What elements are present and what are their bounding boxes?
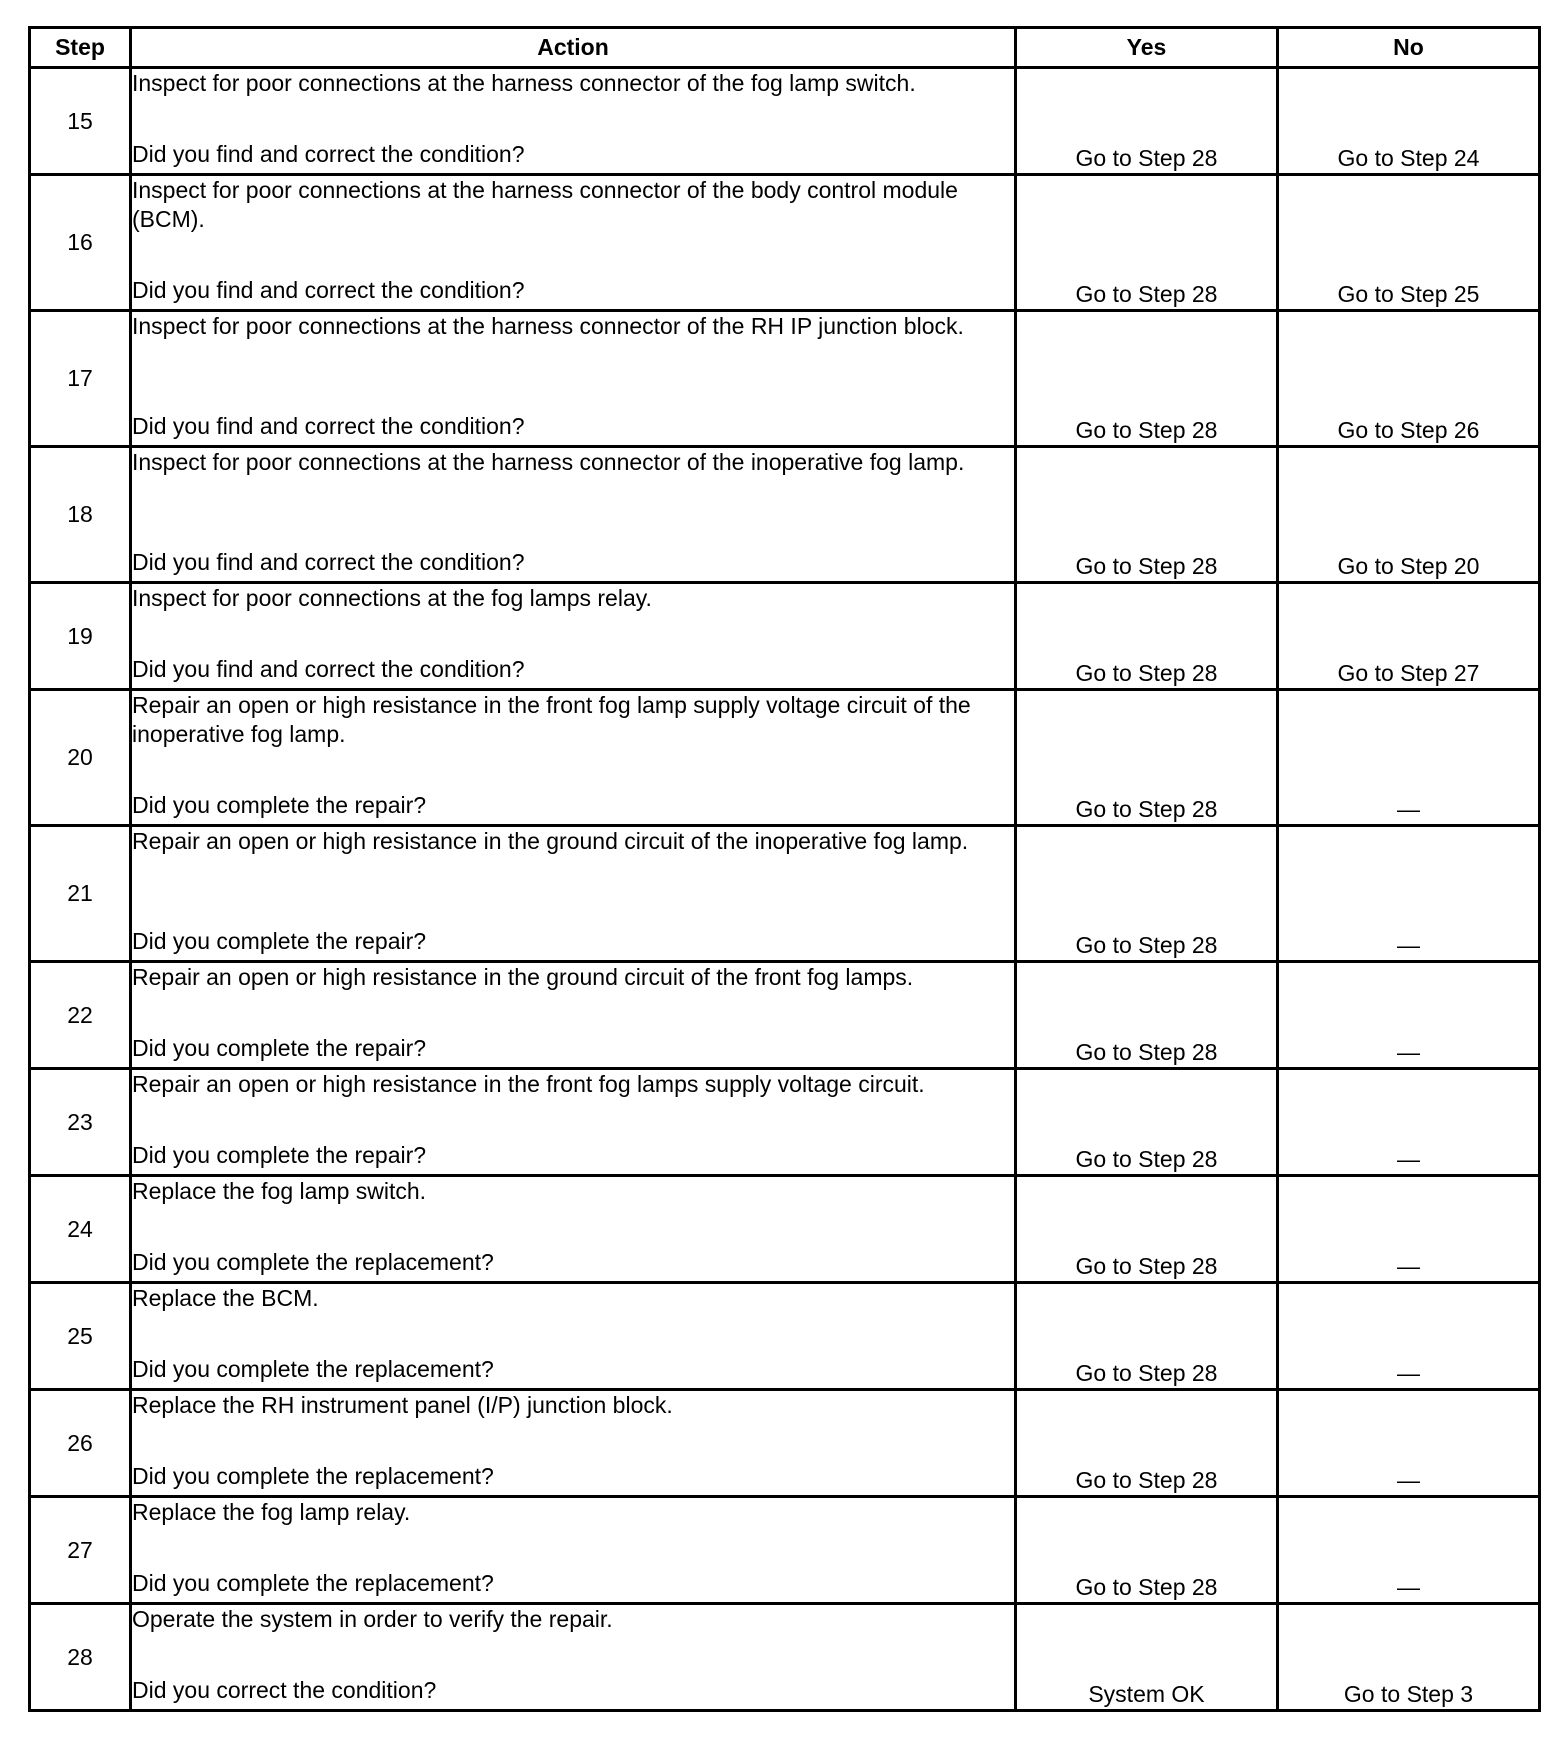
table-row xyxy=(30,1604,1540,1711)
step-number: 22 xyxy=(30,962,131,1069)
yes-result: Go to Step 28 xyxy=(1016,826,1278,962)
action-question: Did you complete the repair? xyxy=(132,1142,427,1168)
yes-result: Go to Step 28 xyxy=(1016,1497,1278,1604)
action-cell xyxy=(131,962,1016,1069)
no-result: Go to Step 26 xyxy=(1278,311,1540,447)
yes-result: System OK xyxy=(1016,1604,1278,1711)
no-result: — xyxy=(1278,1069,1540,1176)
action-question: Did you find and correct the condition? xyxy=(132,549,525,575)
action-instruction: Replace the fog lamp switch. xyxy=(132,1178,427,1204)
step-number: 17 xyxy=(30,311,131,447)
action-question: Did you complete the repair? xyxy=(132,792,427,818)
step-number: 20 xyxy=(30,690,131,826)
no-result: — xyxy=(1278,962,1540,1069)
yes-result: Go to Step 28 xyxy=(1016,1176,1278,1283)
action-instruction: Inspect for poor connections at the fog lamps relay. xyxy=(132,585,652,611)
no-result: Go to Step 24 xyxy=(1278,68,1540,175)
action-instruction: Replace the RH instrument panel (I/P) junction block. xyxy=(132,1392,673,1418)
action-question: Did you complete the replacement? xyxy=(132,1570,494,1596)
yes-result: Go to Step 28 xyxy=(1016,447,1278,583)
action-question: Did you find and correct the condition? xyxy=(132,277,525,303)
action-cell xyxy=(131,1604,1016,1711)
yes-result: Go to Step 28 xyxy=(1016,690,1278,826)
action-cell xyxy=(131,68,1016,175)
table-row xyxy=(30,1283,1540,1390)
action-question: Did you find and correct the condition? xyxy=(132,656,525,682)
yes-result: Go to Step 28 xyxy=(1016,175,1278,311)
step-number: 28 xyxy=(30,1604,131,1711)
step-number: 27 xyxy=(30,1497,131,1604)
action-instruction: Operate the system in order to verify the repair. xyxy=(132,1606,613,1632)
step-number: 24 xyxy=(30,1176,131,1283)
yes-result: Go to Step 28 xyxy=(1016,583,1278,690)
action-cell xyxy=(131,175,1016,311)
no-result: — xyxy=(1278,826,1540,962)
no-result: — xyxy=(1278,1390,1540,1497)
step-number: 21 xyxy=(30,826,131,962)
action-cell xyxy=(131,1497,1016,1604)
action-cell xyxy=(131,1390,1016,1497)
table-row xyxy=(30,1497,1540,1604)
header-no: No xyxy=(1278,28,1540,68)
action-instruction: Repair an open or high resistance in the front fog lamp supply voltage circuit of the inoperative fog lamp. xyxy=(132,692,971,747)
action-cell xyxy=(131,1283,1016,1390)
action-instruction: Inspect for poor connections at the harness connector of the body control module (BCM). xyxy=(132,177,958,232)
no-result: Go to Step 27 xyxy=(1278,583,1540,690)
action-question: Did you find and correct the condition? xyxy=(132,141,525,167)
action-cell xyxy=(131,311,1016,447)
action-cell xyxy=(131,447,1016,583)
table-row xyxy=(30,175,1540,311)
no-result: Go to Step 20 xyxy=(1278,447,1540,583)
yes-result: Go to Step 28 xyxy=(1016,1390,1278,1497)
action-instruction: Inspect for poor connections at the harness connector of the RH IP junction block. xyxy=(132,313,964,339)
step-number: 15 xyxy=(30,68,131,175)
table-row xyxy=(30,1176,1540,1283)
yes-result: Go to Step 28 xyxy=(1016,1069,1278,1176)
action-cell xyxy=(131,1069,1016,1176)
action-question: Did you find and correct the condition? xyxy=(132,413,525,439)
table-row xyxy=(30,311,1540,447)
table-row xyxy=(30,962,1540,1069)
step-number: 25 xyxy=(30,1283,131,1390)
no-result: Go to Step 3 xyxy=(1278,1604,1540,1711)
header-action: Action xyxy=(131,28,1016,68)
table-row xyxy=(30,68,1540,175)
action-cell xyxy=(131,583,1016,690)
header-step: Step xyxy=(30,28,131,68)
action-instruction: Inspect for poor connections at the harness connector of the fog lamp switch. xyxy=(132,70,916,96)
table-row xyxy=(30,583,1540,690)
no-result: Go to Step 25 xyxy=(1278,175,1540,311)
diagnostic-table xyxy=(28,26,1541,1712)
table-row xyxy=(30,1069,1540,1176)
yes-result: Go to Step 28 xyxy=(1016,1283,1278,1390)
action-question: Did you correct the condition? xyxy=(132,1677,437,1703)
action-cell xyxy=(131,826,1016,962)
yes-result: Go to Step 28 xyxy=(1016,311,1278,447)
action-instruction: Repair an open or high resistance in the ground circuit of the inoperative fog lamp. xyxy=(132,828,969,854)
no-result: — xyxy=(1278,1497,1540,1604)
table-row xyxy=(30,690,1540,826)
step-number: 23 xyxy=(30,1069,131,1176)
table-row xyxy=(30,1390,1540,1497)
step-number: 19 xyxy=(30,583,131,690)
table-row xyxy=(30,447,1540,583)
action-instruction: Inspect for poor connections at the harness connector of the inoperative fog lamp. xyxy=(132,449,965,475)
action-question: Did you complete the repair? xyxy=(132,928,427,954)
no-result: — xyxy=(1278,1176,1540,1283)
step-number: 18 xyxy=(30,447,131,583)
table-row xyxy=(30,826,1540,962)
step-number: 26 xyxy=(30,1390,131,1497)
action-instruction: Repair an open or high resistance in the ground circuit of the front fog lamps. xyxy=(132,964,914,990)
action-cell xyxy=(131,690,1016,826)
action-instruction: Repair an open or high resistance in the front fog lamps supply voltage circuit. xyxy=(132,1071,925,1097)
action-question: Did you complete the replacement? xyxy=(132,1463,494,1489)
action-question: Did you complete the replacement? xyxy=(132,1249,494,1275)
no-result: — xyxy=(1278,1283,1540,1390)
action-instruction: Replace the BCM. xyxy=(132,1285,319,1311)
step-number: 16 xyxy=(30,175,131,311)
header-row xyxy=(30,28,1540,68)
header-yes: Yes xyxy=(1016,28,1278,68)
action-question: Did you complete the replacement? xyxy=(132,1356,494,1382)
yes-result: Go to Step 28 xyxy=(1016,962,1278,1069)
no-result: — xyxy=(1278,690,1540,826)
action-question: Did you complete the repair? xyxy=(132,1035,427,1061)
yes-result: Go to Step 28 xyxy=(1016,68,1278,175)
action-cell xyxy=(131,1176,1016,1283)
action-instruction: Replace the fog lamp relay. xyxy=(132,1499,411,1525)
